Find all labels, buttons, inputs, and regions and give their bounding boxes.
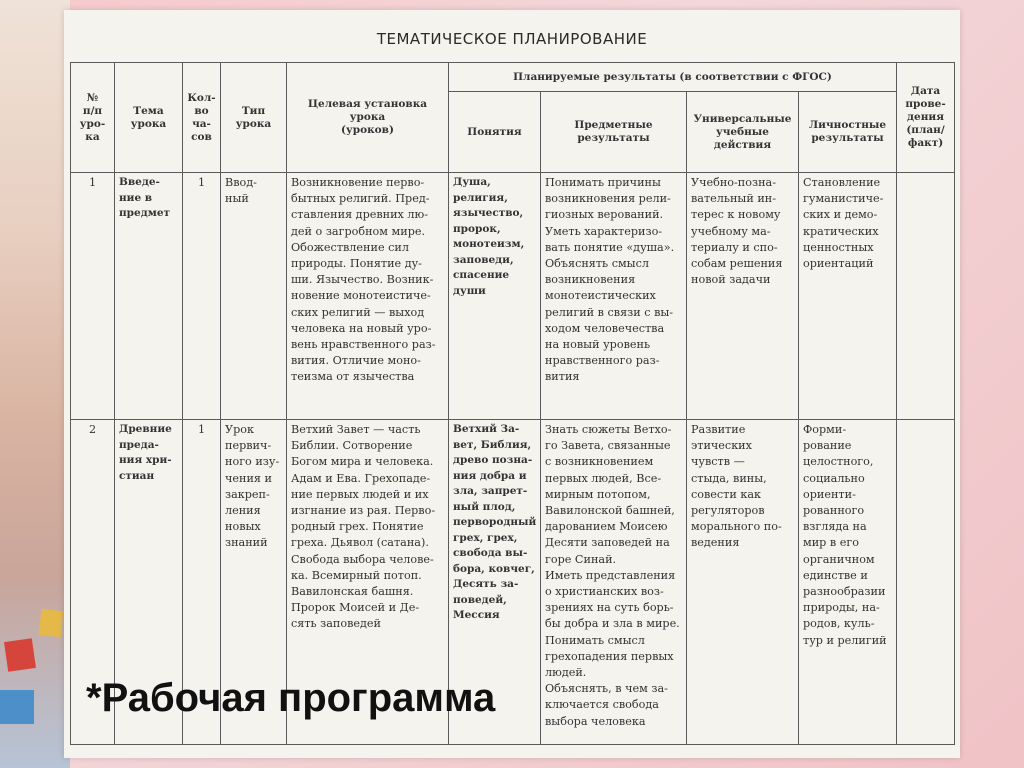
- toy-block: [39, 609, 64, 637]
- cell-num: 2: [71, 420, 115, 745]
- header-num: № п/п уро- ка: [71, 63, 115, 173]
- document-title: ТЕМАТИЧЕСКОЕ ПЛАНИРОВАНИЕ: [376, 30, 648, 48]
- cell-universal: Развитие этических чувств — стыда, вины, совести как регуляторов морального по- ведения: [687, 420, 799, 745]
- cell-goal: Возникновение перво- бытных религий. Пред- ставления древних лю- дей о загробном мире. Обожествление сил природы. Понятие ду- ши. Язычество. Возник- новение монотеистиче- ских религий — выход человека на новый уро- вень нравственного раз- вития. Отличие моно- теизма от язычества: [287, 173, 449, 420]
- cell-type: Урок первич- ного изу- чения и закреп- ления новых знаний: [221, 420, 287, 745]
- planning-table: [70, 62, 955, 745]
- header-hours: Кол- во ча- сов: [183, 63, 221, 173]
- cell-personal: Форми- рование целостного, социально ориенти- рованного взгляда на мир в его органичном единстве и разнообразии природы, на- родов, куль- тур и религий: [799, 420, 897, 745]
- header-type: Тип урока: [221, 63, 287, 173]
- cell-num: 1: [71, 173, 115, 420]
- header-subject: Предметные результаты: [541, 92, 687, 173]
- header-concepts: Понятия: [449, 92, 541, 173]
- header-personal: Личностные результаты: [799, 92, 897, 173]
- cell-subject: Знать сюжеты Ветхо- го Завета, связанные с возникновением первых людей, Все- мирным потопом, Вавилонской башней, дарованием Моисею Десяти заповедей на горе Синай. Иметь представления о христианских воз- зрениях на суть борь- бы добра и зла в мире. Понимать смысл грехопадения первых людей. Объяснять, в чем за- ключается свобода выбора человека: [541, 420, 687, 745]
- caption-text: *Рабочая программа: [86, 676, 496, 720]
- document-sheet: [64, 10, 960, 758]
- header-universal: Универсальные учебные действия: [687, 92, 799, 173]
- header-planned: Планируемые результаты (в соответствии с ФГОС): [449, 63, 897, 92]
- cell-hours: 1: [183, 173, 221, 420]
- cell-hours: 1: [183, 420, 221, 745]
- cell-date: [897, 420, 955, 745]
- table-row: [71, 173, 955, 420]
- background-photo: [0, 0, 70, 768]
- cell-universal: Учебно-позна- вательный ин- терес к новому учебному ма- териалу и спо- собам решения новой задачи: [687, 173, 799, 420]
- cell-personal: Становление гуманистиче- ских и демо- кратических ценностных ориентаций: [799, 173, 897, 420]
- toy-block: [4, 638, 36, 672]
- cell-goal: Ветхий Завет — часть Библии. Сотворение Богом мира и человека. Адам и Ева. Грехопаде- ние первых людей и их изгнание из рая. Перво- родный грех. Понятие греха. Дьявол (сатана). Свобода выбора челове- ка. Всемирный потоп. Вавилонская башня. Пророк Моисей и Де- сять заповедей: [287, 420, 449, 745]
- cell-subject: Понимать причины возникновения рели- гиозных верований. Уметь характеризо- вать понятие «душа». Объяснять смысл возникновения монотеистических религий в связи с вы- ходом человечества на новый уровень нравственного раз- вития: [541, 173, 687, 420]
- cell-topic: Древние преда- ния хри- стиан: [115, 420, 183, 745]
- header-row: [71, 63, 955, 92]
- toy-block: [0, 690, 34, 724]
- cell-topic: Введе- ние в предмет: [115, 173, 183, 420]
- header-goal: Целевая установка урока (уроков): [287, 63, 449, 173]
- header-topic: Тема урока: [115, 63, 183, 173]
- cell-concepts: Душа, религия, язычество, пророк, монотеизм, заповеди, спасение души: [449, 173, 541, 420]
- header-date: Дата прове- дения (план/ факт): [897, 63, 955, 173]
- cell-date: [897, 173, 955, 420]
- cell-type: Ввод- ный: [221, 173, 287, 420]
- cell-concepts: Ветхий За- вет, Библия, древо позна- ния добра и зла, запрет- ный плод, первородный грех, грех, свобода вы- бора, ковчег, Десять за- поведей, Мессия: [449, 420, 541, 745]
